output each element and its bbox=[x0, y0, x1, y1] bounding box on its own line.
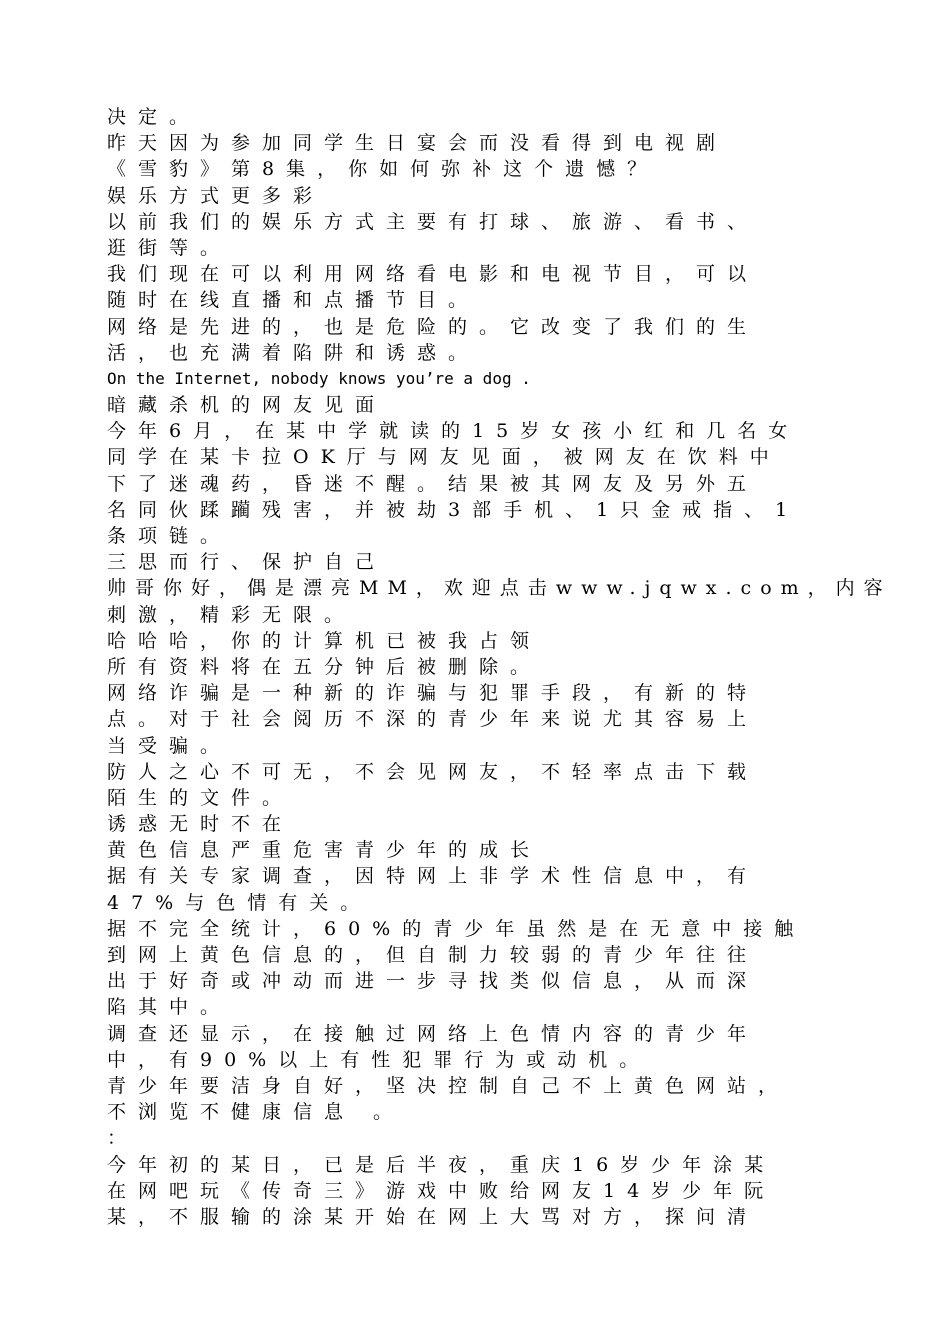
text-line: 某，不服输的涂某开始在网上大骂对方，探问清 bbox=[107, 1205, 759, 1228]
text-line: 青少年要洁身自好，坚决控制自己不上黄色网站， bbox=[107, 1074, 790, 1097]
section-heading: 三思而行、保护自己 bbox=[107, 551, 387, 574]
text-line: 决定。 bbox=[107, 106, 201, 128]
text-line: 47%与色情有关。 bbox=[107, 891, 372, 914]
text-line: 陌生的文件。 bbox=[107, 786, 294, 809]
text-line: 调查还显示，在接触过网络上色情内容的青少年 bbox=[107, 1022, 759, 1045]
section-heading: 暗藏杀机的网友见面 bbox=[107, 394, 387, 417]
section-heading: 诱惑无时不在 bbox=[107, 813, 294, 836]
text-line: 哈哈哈，你的计算机已被我占领 bbox=[107, 629, 542, 652]
text-line: 名同伙蹂躏残害，并被劫3部手机、1只金戒指、1 bbox=[107, 498, 800, 521]
text-line: 到网上黄色信息的，但自制力较弱的青少年往往 bbox=[107, 944, 759, 966]
text-line: 点。对于社会阅历不深的青少年来说尤其容易上 bbox=[107, 708, 759, 731]
text-line: 随时在线直播和点播节目。 bbox=[107, 289, 480, 312]
text-line: 不浏览不健康信息 。 bbox=[107, 1101, 405, 1124]
document-body bbox=[107, 104, 892, 1230]
text-line: 《雪豹》第8集，你如何弥补这个遗憾？ bbox=[107, 158, 659, 181]
text-line: 帅哥你好，偶是漂亮MM，欢迎点击www.jqwx.com，内容 bbox=[107, 577, 892, 600]
text-line: ： bbox=[107, 1127, 139, 1150]
text-line: 逛街等。 bbox=[107, 236, 232, 259]
text-line: 刺激，精彩无限。 bbox=[107, 603, 356, 626]
text-line: 活，也充满着陷阱和诱惑。 bbox=[107, 341, 480, 364]
text-line: 所有资料将在五分钟后被删除。 bbox=[107, 655, 542, 678]
text-line: 据有关专家调查，因特网上非学术性信息中，有 bbox=[107, 865, 759, 888]
text-line: 网络诈骗是一种新的诈骗与犯罪手段，有新的特 bbox=[107, 682, 759, 705]
text-line: 同学在某卡拉OK厅与网友见面，被网友在饮料中 bbox=[107, 446, 781, 469]
text-line: 出于好奇或冲动而进一步寻找类似信息，从而深 bbox=[107, 970, 759, 993]
text-line: 网络是先进的，也是危险的。它改变了我们的生 bbox=[107, 315, 759, 338]
text-line: 以前我们的娱乐方式主要有打球、旅游、看书、 bbox=[107, 210, 759, 233]
text-line: 当受骗。 bbox=[107, 734, 232, 757]
text-line: 我们现在可以利用网络看电影和电视节目，可以 bbox=[107, 263, 759, 286]
text-line: 今年初的某日，已是后半夜，重庆16岁少年涂某 bbox=[107, 1153, 776, 1176]
quote-line: On the Internet, nobody knows you’re a dog . bbox=[107, 368, 531, 388]
section-heading: 娱乐方式更多彩 bbox=[107, 184, 325, 207]
section-heading: 黄色信息严重危害青少年的成长 bbox=[107, 839, 542, 862]
text-line: 下了迷魂药，昏迷不醒。结果被其网友及另外五 bbox=[107, 472, 759, 495]
text-line: 据不完全统计，60%的青少年虽然是在无意中接触 bbox=[107, 917, 806, 940]
text-line: 今年6月，在某中学就读的15岁女孩小红和几名女 bbox=[107, 420, 800, 443]
text-line: 昨天因为参加同学生日宴会而没看得到电视剧 bbox=[107, 132, 728, 155]
text-line: 防人之心不可无，不会见网友，不轻率点击下载 bbox=[107, 760, 759, 783]
text-line: 条项链。 bbox=[107, 525, 232, 547]
text-line: 中，有90%以上有性犯罪行为或动机。 bbox=[107, 1048, 651, 1071]
text-line: 在网吧玩《传奇三》游戏中败给网友14岁少年阮 bbox=[107, 1179, 776, 1202]
text-line: 陷其中。 bbox=[107, 996, 232, 1019]
